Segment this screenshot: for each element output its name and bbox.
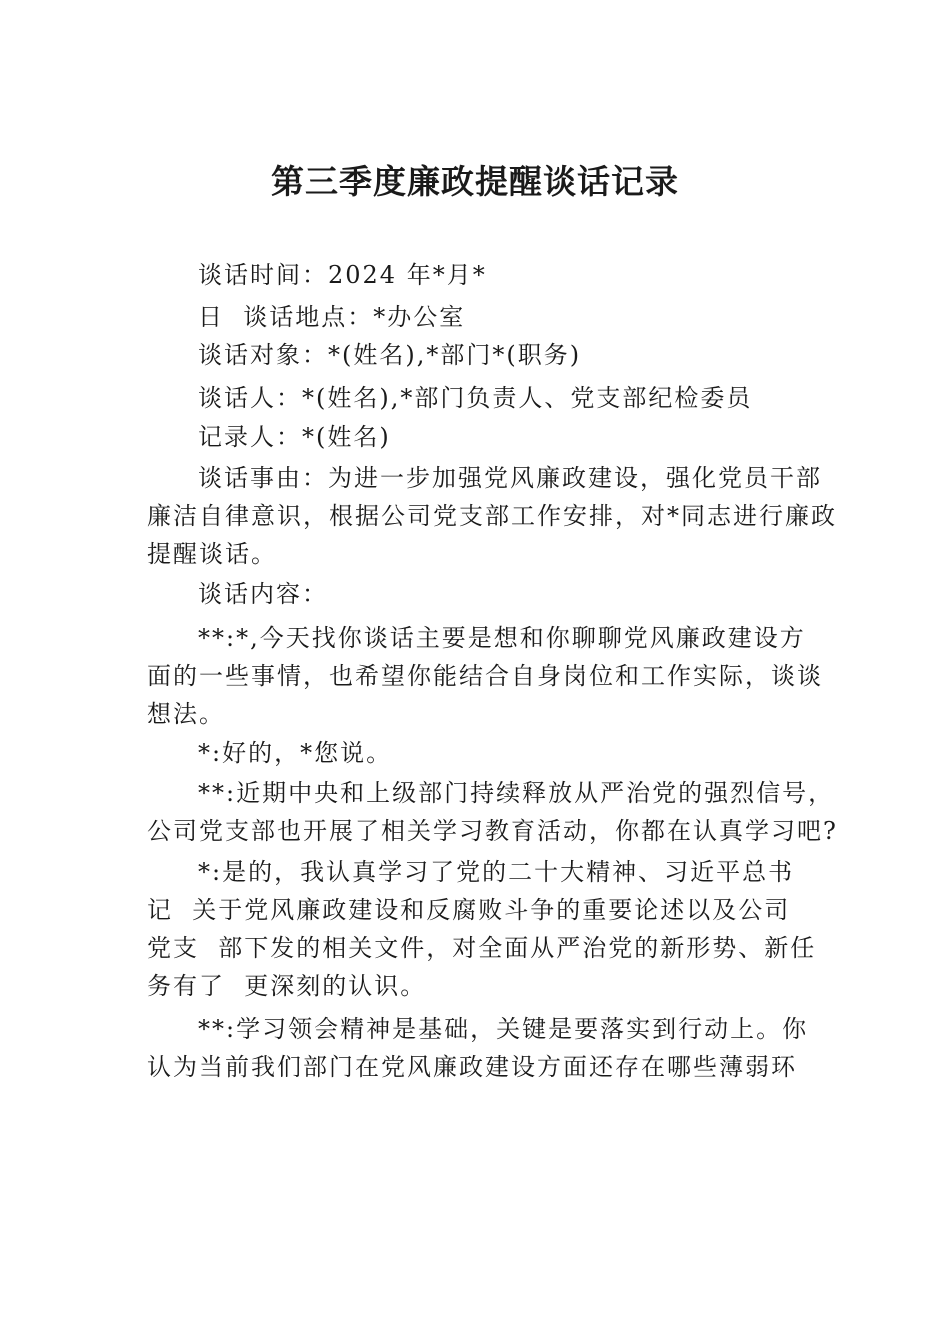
dialogue-line: 想法。 (147, 700, 225, 728)
dialogue-line: 记 关于党风廉政建设和反腐败斗争的重要论述以及公司 (147, 896, 791, 924)
dialogue-line: 公司党支部也开展了相关学习教育活动，你都在认真学习吧? (147, 817, 838, 845)
talk-time-line: 谈话时间：2024 年*月* (198, 261, 487, 289)
dialogue-line: 党支 部下发的相关文件，对全面从严治党的新形势、新任 (147, 934, 817, 962)
dialogue-line: 认为当前我们部门在党风廉政建设方面还存在哪些薄弱环 (147, 1053, 797, 1081)
recorder-line: 记录人：*(姓名) (198, 423, 391, 451)
dialogue-line: **:学习领会精神是基础，关键是要落实到行动上。你 (198, 1015, 809, 1043)
dialogue-line: 面的一些事情，也希望你能结合自身岗位和工作实际，谈谈 (147, 662, 823, 690)
talk-reason-line: 谈话事由：为进一步加强党风廉政建设，强化党员干部 (198, 464, 822, 492)
talk-subject-line: 谈话对象：*(姓名),*部门*(职务) (198, 341, 582, 369)
talk-location-line: 日 谈话地点：*办公室 (198, 303, 466, 331)
talk-reason-line: 廉洁自律意识，根据公司党支部工作安排，对*同志进行廉政 (147, 502, 837, 530)
document-title: 第三季度廉政提醒谈话记录 (271, 162, 679, 201)
talk-content-heading: 谈话内容： (198, 580, 328, 608)
talk-reason-line: 提醒谈话。 (147, 540, 277, 568)
dialogue-line: *:好的，*您说。 (198, 739, 393, 767)
talker-line: 谈话人：*(姓名),*部门负责人、党支部纪检委员 (198, 384, 753, 412)
dialogue-line: 务有了 更深刻的认识。 (147, 972, 427, 1000)
dialogue-line: *:是的，我认真学习了党的二十大精神、习近平总书 (198, 858, 795, 886)
dialogue-line: **:*,今天找你谈话主要是想和你聊聊党风廉政建设方 (198, 624, 806, 652)
dialogue-line: **:近期中央和上级部门持续释放从严治党的强烈信号， (198, 779, 835, 807)
